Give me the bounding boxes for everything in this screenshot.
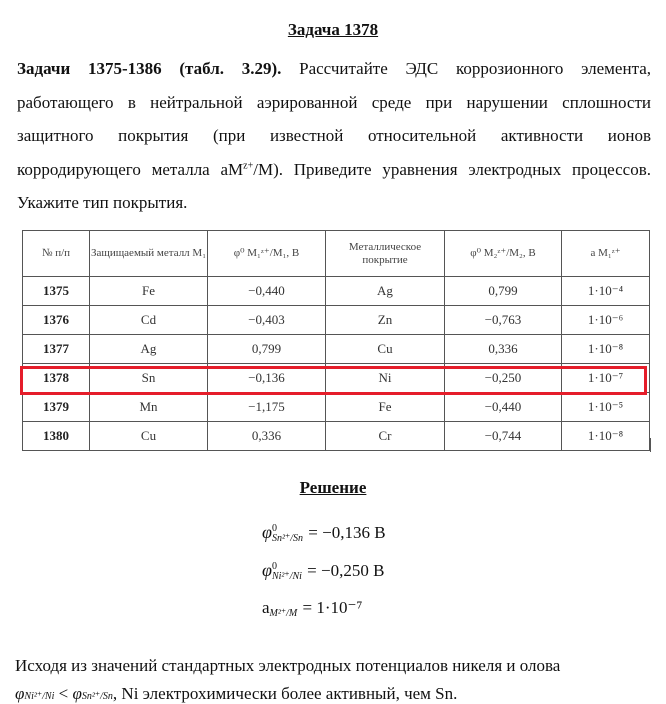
header-num: № п/п <box>23 231 90 277</box>
cell-phi2: −0,250 <box>445 364 562 393</box>
header-activity: a M₁ᶻ⁺ <box>562 231 650 277</box>
formula-phi-sn: φ 0 Sn²⁺/Sn = −0,136 В <box>262 522 386 545</box>
formula-value: = −0,250 В <box>307 561 385 580</box>
cell-activity: 1·10⁻⁷ <box>562 364 650 393</box>
cell-phi2: −0,440 <box>445 393 562 422</box>
cell-num: 1376 <box>23 306 90 335</box>
cell-metal1: Ag <box>90 335 208 364</box>
header-coating: Металлическое покрытие <box>326 231 445 277</box>
formula-phi-ni: φ 0 Ni²⁺/Ni = −0,250 В <box>262 560 385 583</box>
cell-coating: Ag <box>326 277 445 306</box>
phi-symbol: φ <box>262 560 272 580</box>
cell-phi2: −0,763 <box>445 306 562 335</box>
cell-phi1: −0,403 <box>208 306 326 335</box>
formula-value: = 1·10⁻⁷ <box>302 598 363 617</box>
task-label: Задачи 1375-1386 (табл. 3.29). <box>17 59 282 78</box>
cell-coating: Cr <box>326 422 445 451</box>
formula-sub: M²⁺/M <box>269 608 298 620</box>
table-row <box>23 393 650 422</box>
activity-symbol: a <box>262 598 270 617</box>
phi-symbol: φ <box>262 522 272 542</box>
solution-paragraph: Исходя из значений стандартных электродных потенциалов никеля и олова <box>15 656 561 675</box>
formula-sub: Ni²⁺/Ni <box>271 571 302 583</box>
solution-comparison-line: φNi²⁺/Ni < φSn²⁺/Sn, Ni электрохимически более активный, чем Sn. <box>15 684 458 703</box>
cell-metal1: Cu <box>90 422 208 451</box>
cell-phi1: −1,175 <box>208 393 326 422</box>
cell-phi2: 0,799 <box>445 277 562 306</box>
cell-coating: Ni <box>326 364 445 393</box>
cell-metal1: Mn <box>90 393 208 422</box>
cell-activity: 1·10⁻⁵ <box>562 393 650 422</box>
table-row <box>23 422 650 451</box>
formula-value: = −0,136 В <box>308 523 386 542</box>
header-metal1: Защищаемый металл M₁ <box>90 231 208 277</box>
header-phi1: φ⁰ M₁ᶻ⁺/M₁, В <box>208 231 326 277</box>
table-row <box>23 335 650 364</box>
table-row <box>23 306 650 335</box>
cell-phi2: −0,744 <box>445 422 562 451</box>
table-edge-line <box>650 438 651 452</box>
cell-activity: 1·10⁻⁸ <box>562 335 650 364</box>
task-text-2: /M). Приведите уравнения электродных процессов. Укажите тип покрытия. <box>17 159 652 212</box>
header-phi2: φ⁰ M₂ᶻ⁺/M₂, В <box>445 231 562 277</box>
page-title: Задача 1378 <box>287 20 379 39</box>
comparison-sub-1: Ni²⁺/Ni <box>24 691 55 702</box>
cell-phi2: 0,336 <box>445 335 562 364</box>
data-table <box>22 230 650 451</box>
cell-coating: Zn <box>326 306 445 335</box>
cell-activity: 1·10⁻⁶ <box>562 306 650 335</box>
cell-num: 1378 <box>23 364 90 393</box>
solution-title: Решение <box>299 478 367 497</box>
cell-phi1: 0,336 <box>208 422 326 451</box>
cell-metal1: Sn <box>90 364 208 393</box>
cell-metal1: Fe <box>90 277 208 306</box>
comparison-text: , Ni электрохимически более активный, чем Sn. <box>112 684 458 703</box>
table-header-row <box>23 231 650 277</box>
comparison-sub-2: Sn²⁺/Sn <box>81 691 113 702</box>
cell-activity: 1·10⁻⁸ <box>562 422 650 451</box>
cell-phi1: −0,136 <box>208 364 326 393</box>
row-highlight-frame <box>20 366 647 395</box>
cell-phi1: 0,799 <box>208 335 326 364</box>
cell-num: 1380 <box>23 422 90 451</box>
cell-coating: Cu <box>326 335 445 364</box>
cell-phi1: −0,440 <box>208 277 326 306</box>
cell-num: 1379 <box>23 393 90 422</box>
cell-activity: 1·10⁻⁴ <box>562 277 650 306</box>
task-statement <box>17 52 651 220</box>
task-text-1: Рассчитайте ЭДС коррозионного элемента, работающего в нейтральной аэрированной среде при нарушении сплошности защитного покрытия (при известной относительной активности ионов корродирующего металла аM <box>17 59 652 179</box>
formula-sub: Sn²⁺/Sn <box>271 533 304 545</box>
task-sup: z+ <box>243 159 254 171</box>
cell-coating: Fe <box>326 393 445 422</box>
cell-metal1: Cd <box>90 306 208 335</box>
cell-num: 1375 <box>23 277 90 306</box>
formula-activity <box>262 598 362 619</box>
table-row <box>23 277 650 306</box>
cell-num: 1377 <box>23 335 90 364</box>
